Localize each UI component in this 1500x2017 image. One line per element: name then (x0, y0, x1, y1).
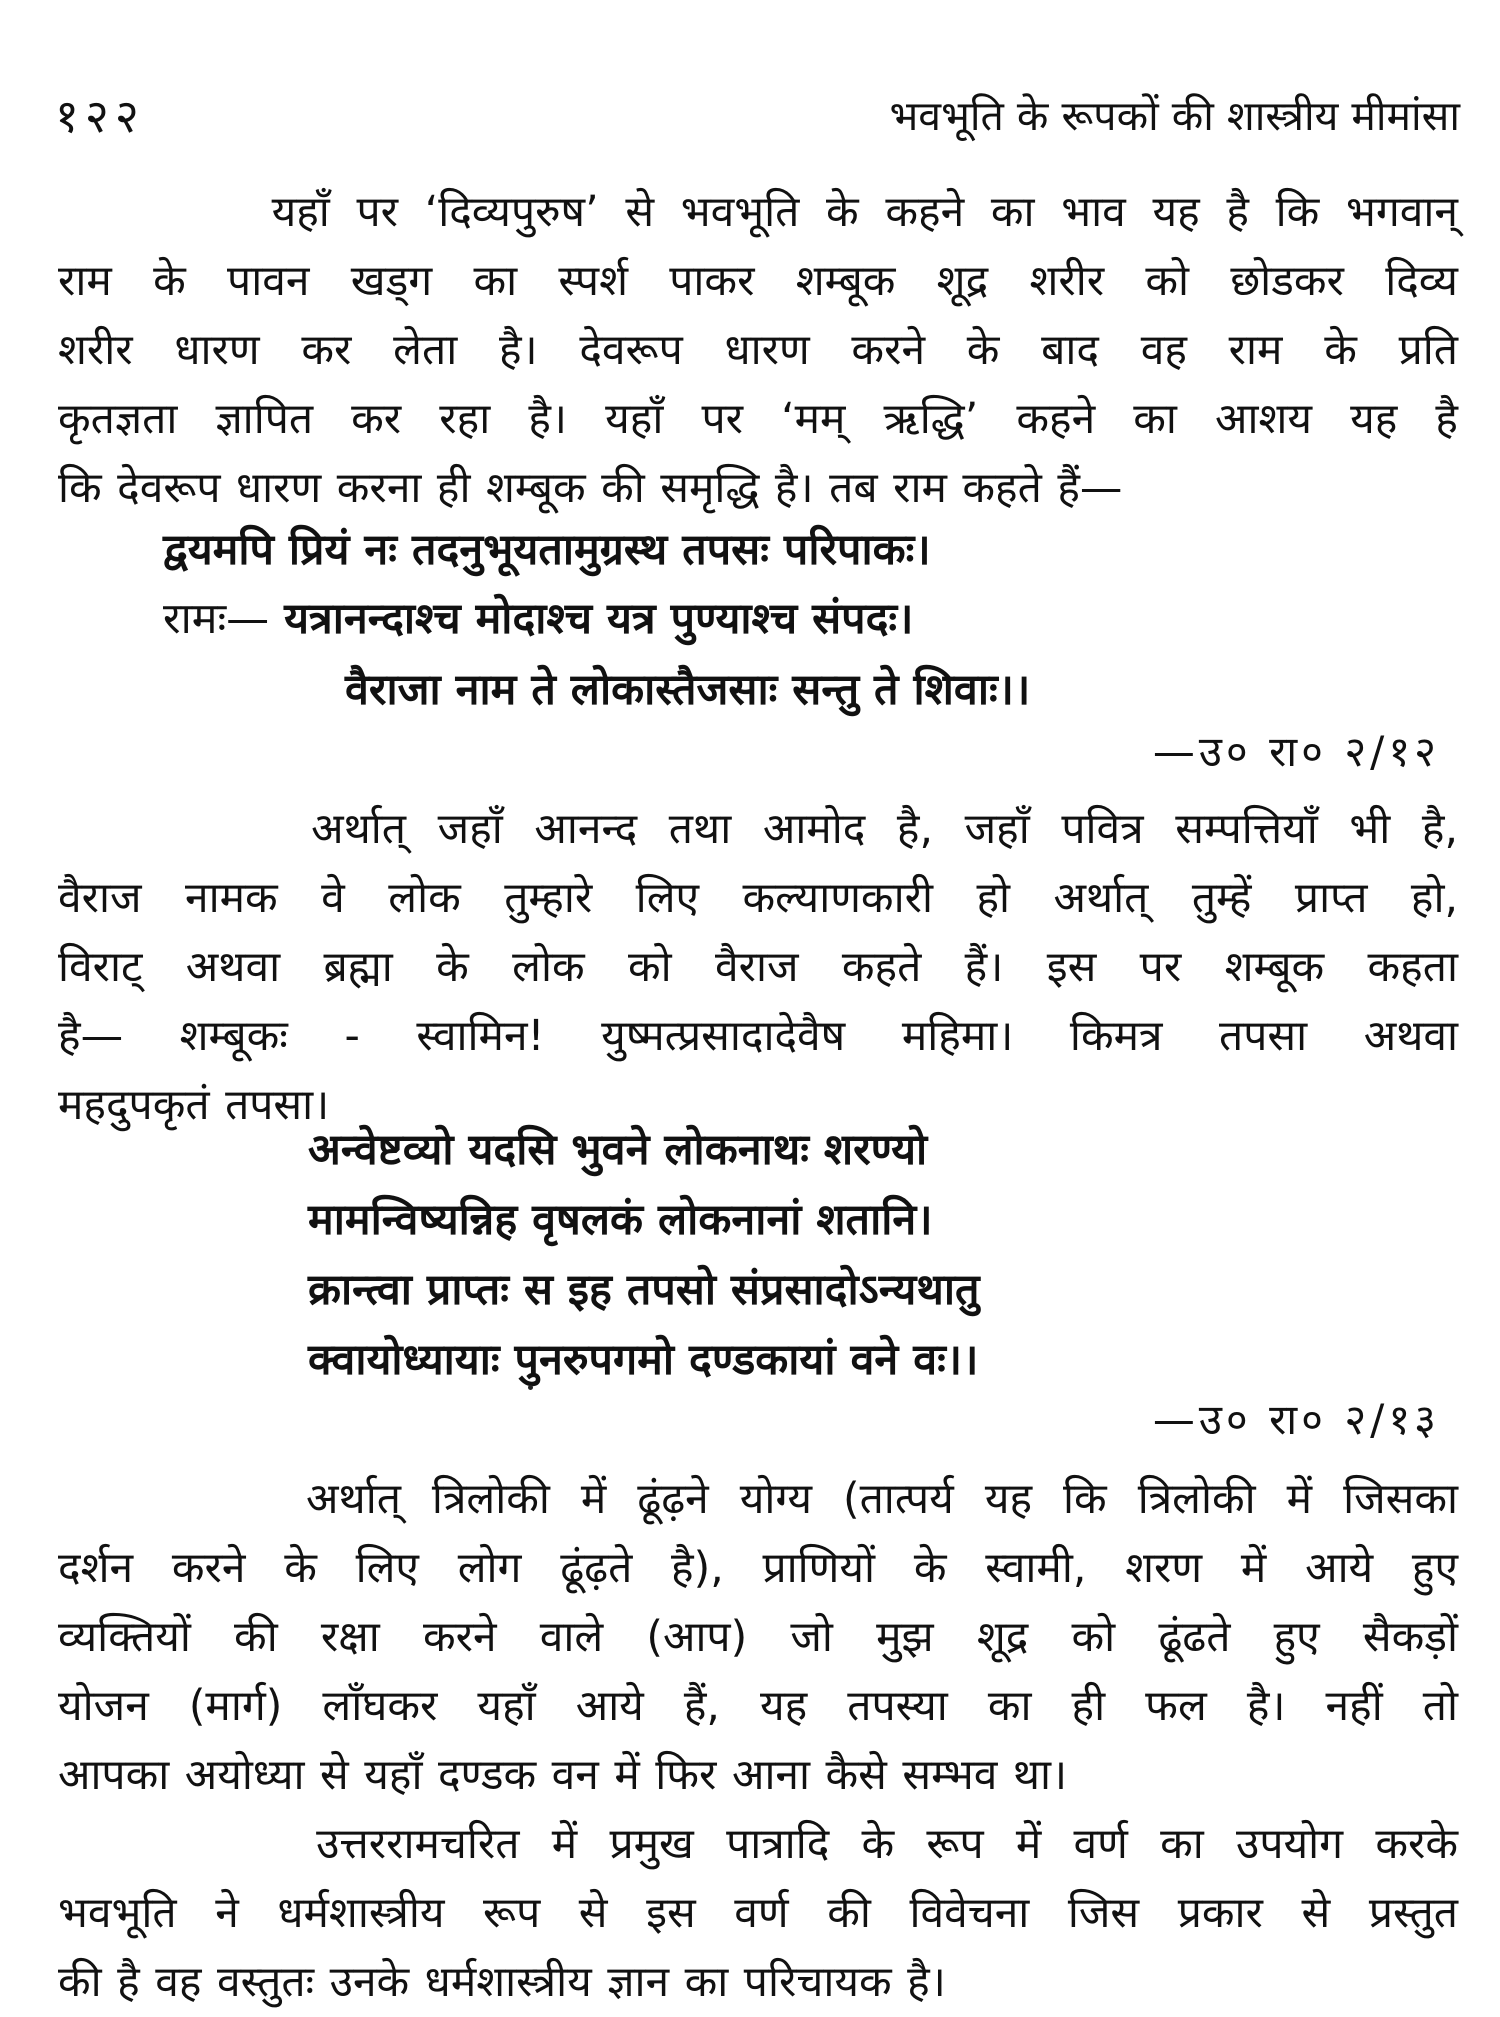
text-line: भवभूति ने धर्मशास्त्रीय रूप से इस वर्ण की विवेचना जिस प्रकार से प्रस्तुत (58, 1889, 1458, 1938)
page-number: १२२ (55, 89, 145, 143)
text-line: राम के पावन खड्ग का स्पर्श पाकर शम्बूक शूद्र शरीर को छोडकर दिव्य (58, 257, 1458, 306)
speaker-label: रामः— (163, 594, 270, 644)
paragraph-meaning-2 (58, 1465, 1458, 1810)
verse-line: मामन्विष्यन्निह वृषलकं लोकनानां शतानि। (308, 1195, 933, 1245)
text-line: कि देवरूप धारण करना ही शम्बूक की समृद्धि है। तब राम कहते हैं— (58, 464, 1123, 513)
text-line: शरीर धारण कर लेता है। देवरूप धारण करने के बाद वह राम के प्रति (58, 326, 1458, 375)
citation: —उ० रा० २/१३ (1152, 1395, 1440, 1444)
text-line: यहाँ पर ‘दिव्यपुरुष’ से भवभूति के कहने का भाव यह है कि भगवान् (58, 188, 1458, 237)
text-line: कृतज्ञता ज्ञापित कर रहा है। यहाँ पर ‘मम् ऋद्धि’ कहने का आशय यह है (58, 395, 1458, 444)
text-line: अर्थात् त्रिलोकी में ढूंढ़ने योग्य (तात्पर्य यह कि त्रिलोकी में जिसका (58, 1475, 1458, 1524)
stray-dot (528, 1385, 533, 1390)
running-title: भवभूति के रूपकों की शास्त्रीय मीमांसा (889, 92, 1460, 140)
paragraph-rama-divya-purusha (58, 178, 1458, 523)
verse-line: क्वायोध्यायाः पुनरुपगमो दण्डकायां वने वः।। (308, 1335, 979, 1385)
text-line: आपका अयोध्या से यहाँ दण्डक वन में फिर आना कैसे सम्भव था। (58, 1751, 1068, 1800)
verse-line: अन्वेष्टव्यो यदसि भुवने लोकनाथः शरण्यो (308, 1125, 928, 1175)
verse-line: क्रान्त्वा प्राप्तः स इह तपसो संप्रसादोऽन्यथातु (308, 1265, 980, 1315)
paragraph-conclusion (58, 1810, 1458, 2017)
text-line: उत्तररामचरित में प्रमुख पात्रादि के रूप में वर्ण का उपयोग करके (58, 1820, 1458, 1869)
citation: —उ० रा० २/१२ (1152, 727, 1440, 776)
verse-text: यत्रानन्दाश्च मोदाश्च यत्र पुण्याश्च संपदः। (284, 594, 914, 644)
text-line: व्यक्तियों की रक्षा करने वाले (आप) जो मुझ शूद्र को ढूंढते हुए सैकड़ों (58, 1613, 1458, 1662)
text-line: महदुपकृतं तपसा। (58, 1081, 330, 1130)
text-line: है— शम्बूकः - स्वामिन! युष्मत्प्रसादादेवैष महिमा। किमत्र तपसा अथवा (58, 1012, 1458, 1061)
verse-line: द्वयमपि प्रियं नः तदनुभूयतामुग्रस्थ तपसः परिपाकः। (163, 525, 931, 575)
text-line: वैराज नामक वे लोक तुम्हारे लिए कल्याणकारी हो अर्थात् तुम्हें प्राप्त हो, (58, 874, 1458, 923)
text-line: अर्थात् जहाँ आनन्द तथा आमोद है, जहाँ पवित्र सम्पत्तियाँ भी है, (58, 805, 1458, 854)
paragraph-meaning-1 (58, 795, 1458, 1140)
text-line: योजन (मार्ग) लाँघकर यहाँ आये हैं, यह तपस्या का ही फल है। नहीं तो (58, 1682, 1458, 1731)
page-header (55, 80, 1460, 150)
text-line: विराट् अथवा ब्रह्मा के लोक को वैराज कहते हैं। इस पर शम्बूक कहता (58, 943, 1458, 992)
verse-line: वैराजा नाम ते लोकास्तैजसाः सन्तु ते शिवाः।। (345, 665, 1031, 715)
verse-line-with-speaker (163, 584, 913, 654)
text-line: की है वह वस्तुतः उनके धर्मशास्त्रीय ज्ञान का परिचायक है। (58, 1958, 946, 2007)
text-line: दर्शन करने के लिए लोग ढूंढ़ते है), प्राणियों के स्वामी, शरण में आये हुए (58, 1544, 1458, 1593)
